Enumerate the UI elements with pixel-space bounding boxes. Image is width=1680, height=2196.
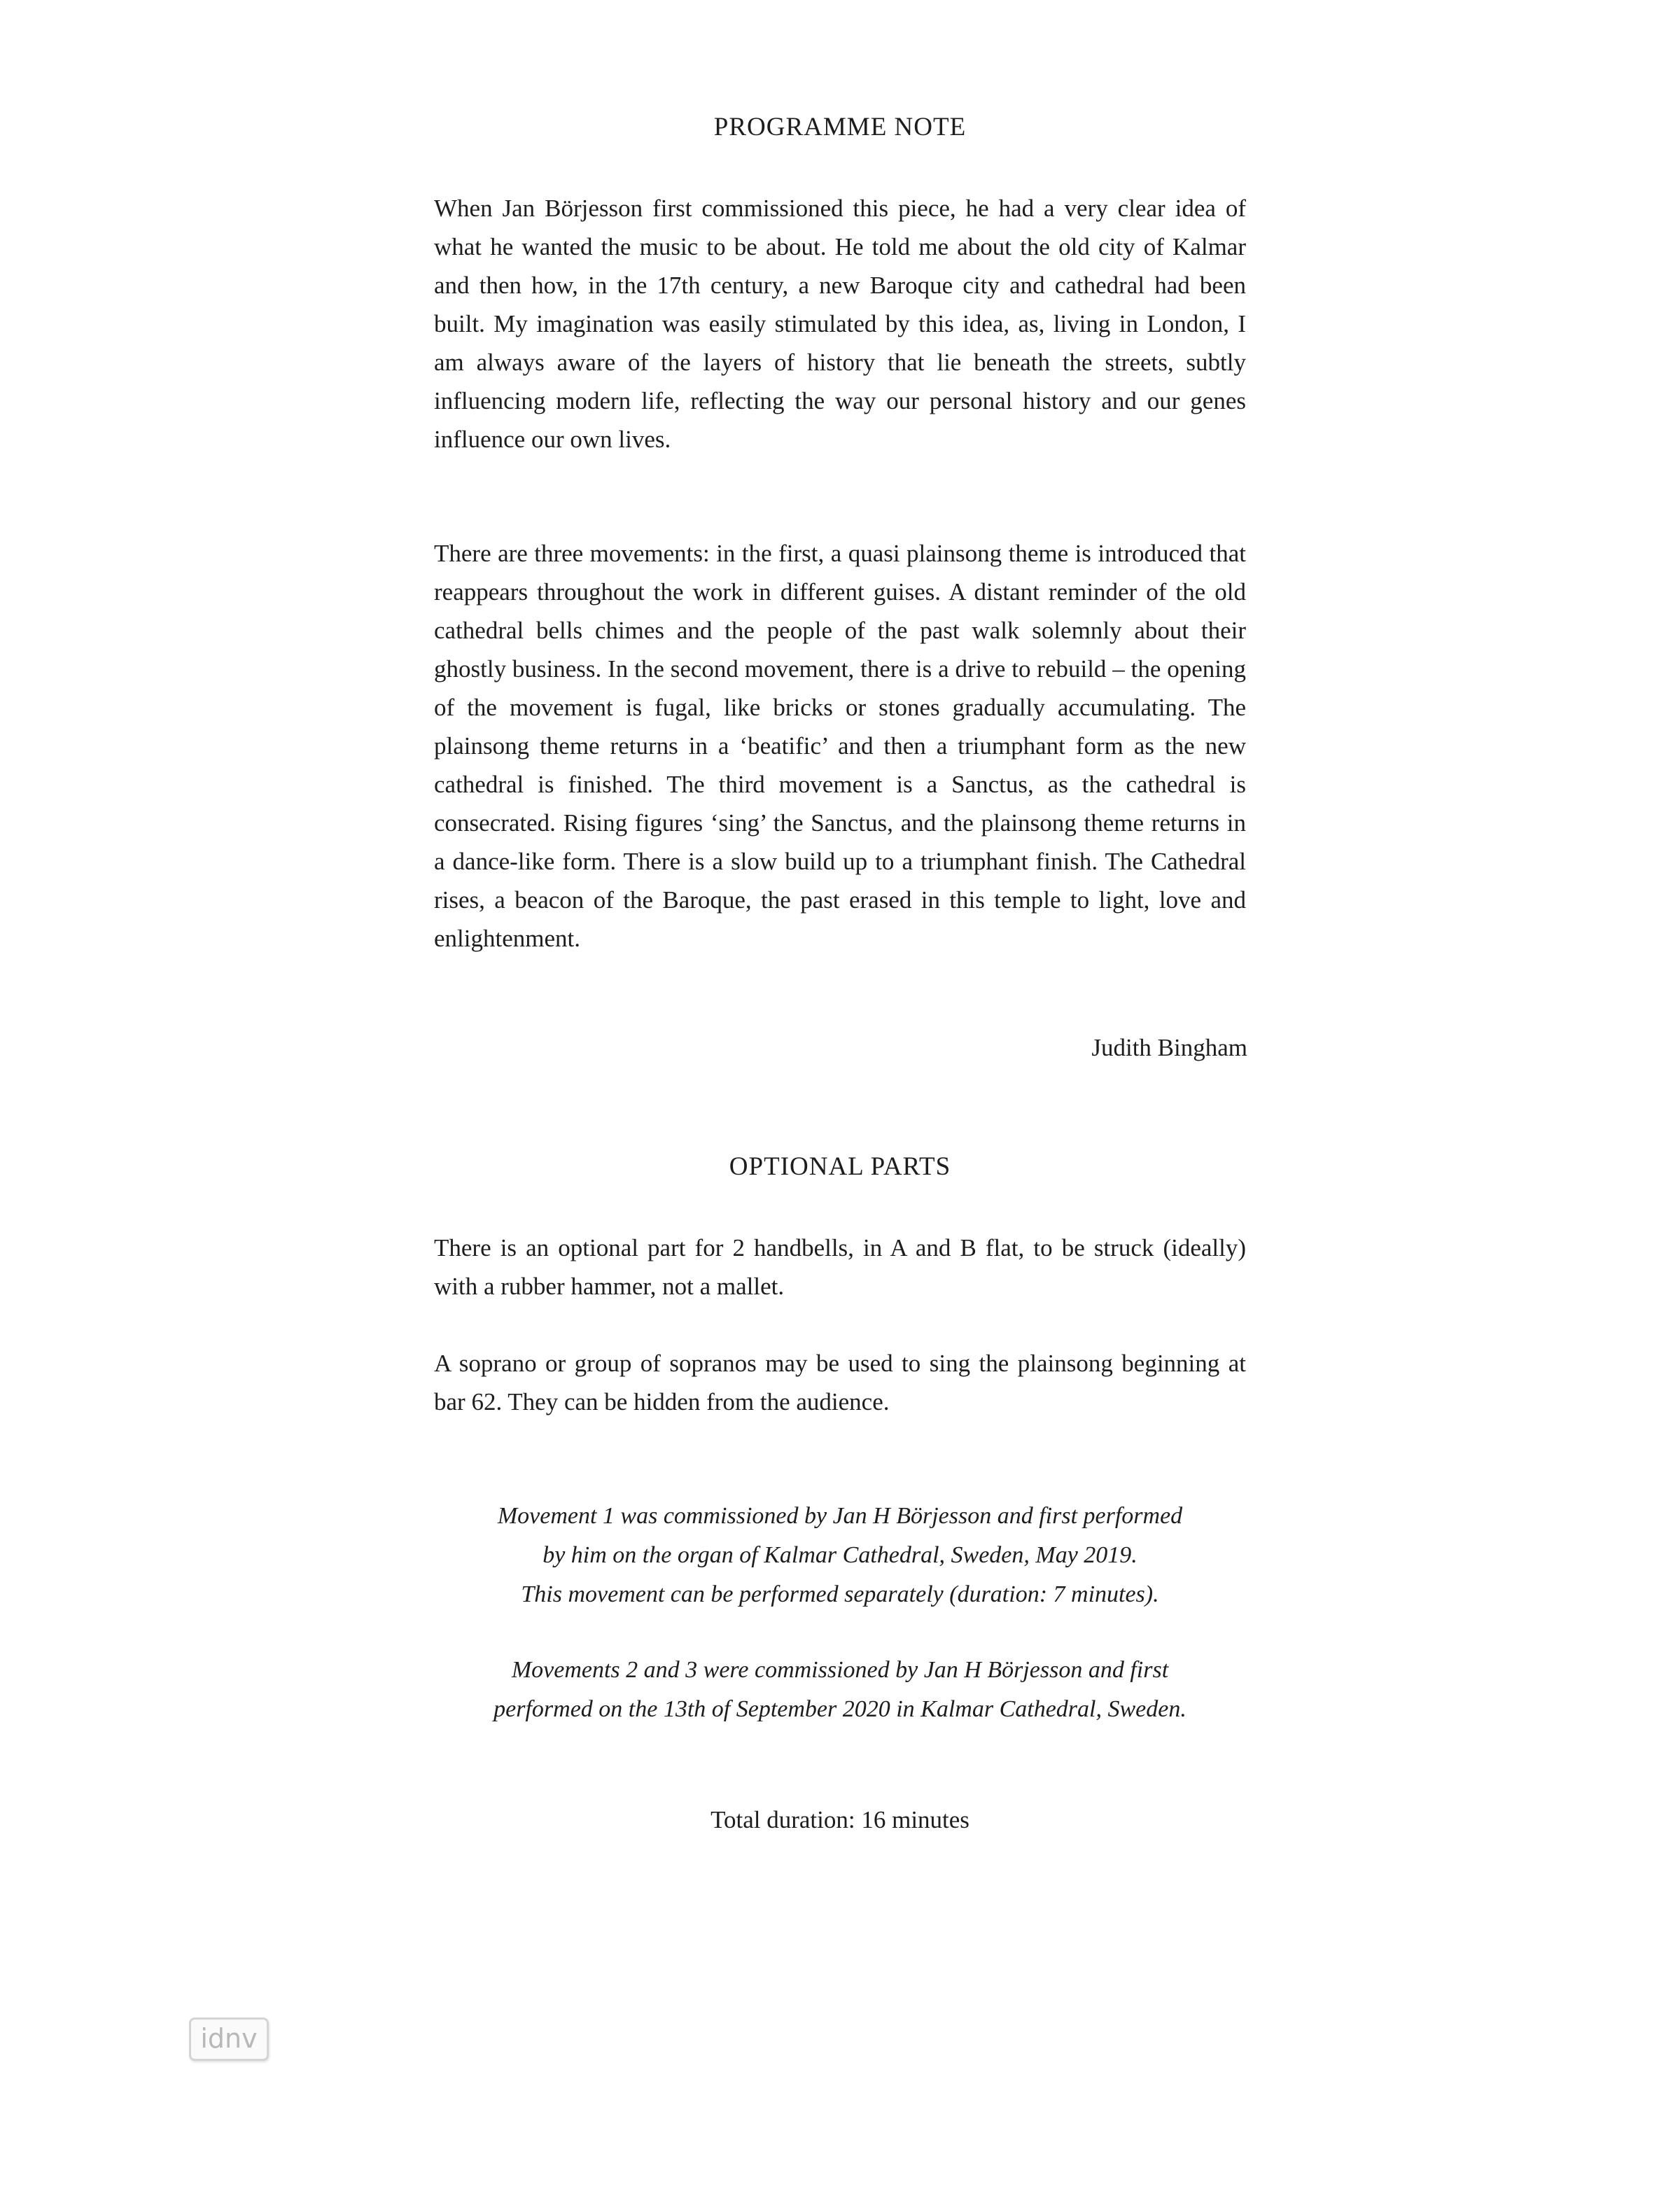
programme-note-heading: PROGRAMME NOTE bbox=[713, 113, 967, 141]
commission-note-line: Movement 1 was commissioned by Jan H Börjesson and first performed bbox=[497, 1503, 1183, 1529]
commission-note bbox=[392, 1497, 1288, 1614]
optional-parts-paragraph: A soprano or group of sopranos may be used to sing the plainsong beginning at bar 62. They can be hidden from the audience. bbox=[434, 1350, 1246, 1415]
commission-note-line: Movements 2 and 3 were commissioned by Jan H Börjesson and first bbox=[511, 1657, 1169, 1683]
watermark-logo: idnv bbox=[189, 2017, 269, 2061]
total-duration: Total duration: 16 minutes bbox=[710, 1806, 969, 1833]
programme-note-paragraph: There are three movements: in the first, a quasi plainsong theme is introduced that reappears throughout the work in different guises. A distant reminder of the old cathedral bells chimes and the people of the past walk solemnly about their ghostly business. In the second movement, there is a drive to rebuild – the opening of the movement is fugal, like bricks or stones gradually accumulating. The plainsong theme returns in a ‘beatific’ and then a triumphant form as the new cathedral is finished. The third movement is a Sanctus, as the cathedral is consecrated. Rising figures ‘sing’ the Sanctus, and the plainsong theme returns in a dance-like form. There is a slow build up to a triumphant finish. The Cathedral rises, a beacon of the Baroque, the past erased in this temple to light, love and enlightenment. bbox=[434, 540, 1246, 952]
programme-note-paragraph: When Jan Börjesson first commissioned this piece, he had a very clear idea of what he wanted the music to be about. He told me about the old city of Kalmar and then how, in the 17th century, a new Baroque city and cathedral had been built. My imagination was easily stimulated by this idea, as, living in London, I am always aware of the layers of history that lie beneath the streets, subtly influencing modern life, reflecting the way our personal history and our genes influence our own lives. bbox=[434, 195, 1246, 453]
composer-signature: Judith Bingham bbox=[1091, 1034, 1247, 1061]
commission-note-line: by him on the organ of Kalmar Cathedral, Sweden, May 2019. bbox=[542, 1542, 1138, 1568]
commission-note bbox=[392, 1651, 1288, 1729]
optional-parts-paragraph: There is an optional part for 2 handbells, in A and B flat, to be struck (ideally) with a rubber hammer, not a mallet. bbox=[434, 1234, 1246, 1300]
commission-note-line: performed on the 13th of September 2020 in Kalmar Cathedral, Sweden. bbox=[493, 1696, 1186, 1722]
optional-parts-heading: OPTIONAL PARTS bbox=[729, 1152, 951, 1181]
commission-note-line: This movement can be performed separately (duration: 7 minutes). bbox=[521, 1581, 1159, 1607]
